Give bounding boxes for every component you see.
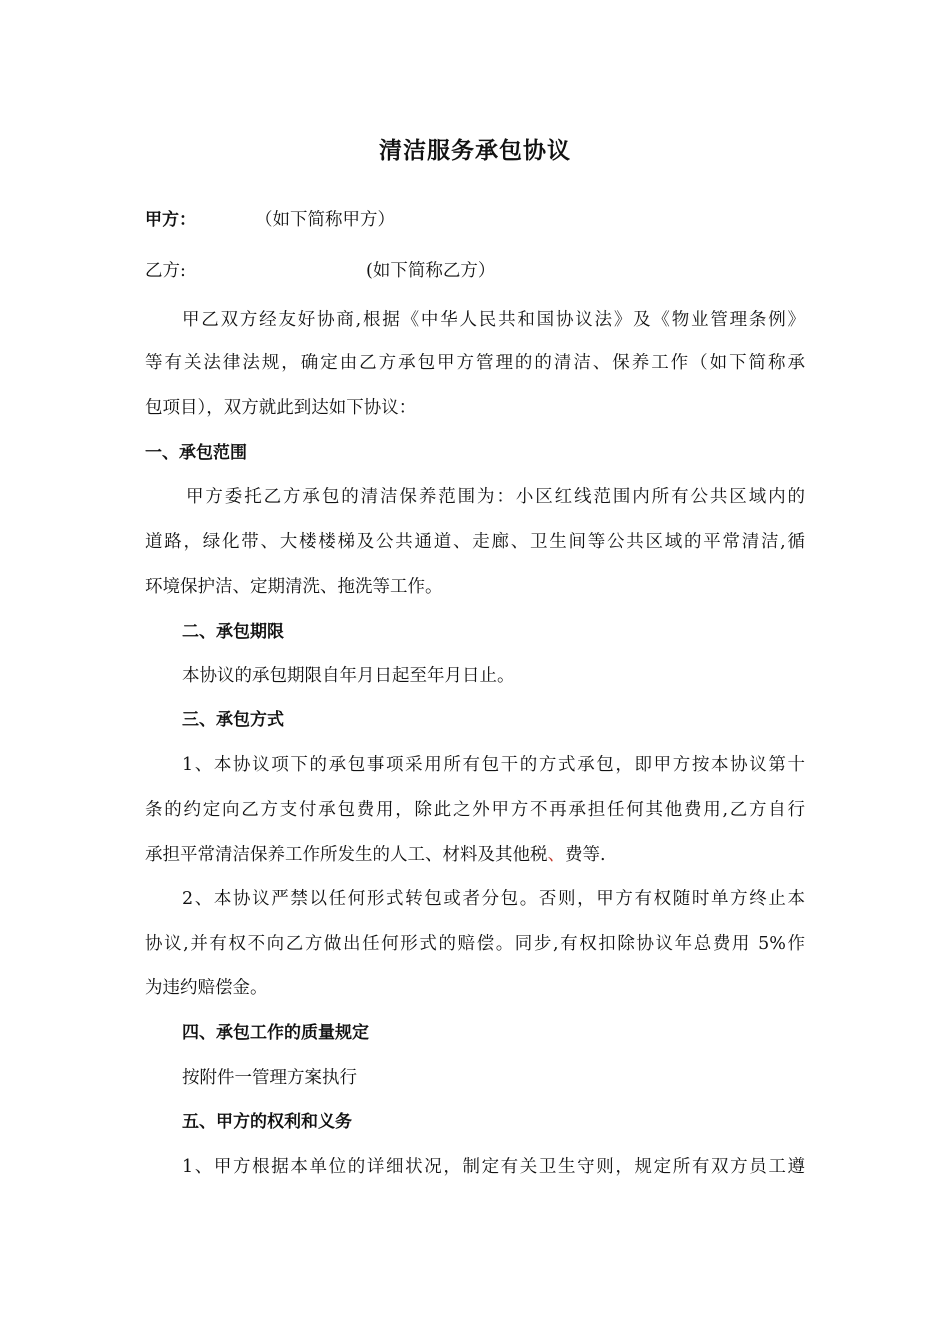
party-b-note: (如下简称乙方） [366, 261, 496, 281]
intro-line-2: 等有关法律法规，确定由乙方承包甲方管理的的清洁、保养工作（如下简称承 [145, 353, 805, 373]
section-2-line-1: 本协议的承包期限自年月日起至年月日止。 [182, 666, 515, 686]
section-3-p1-line-2: 条的约定向乙方支付承包费用，除此之外甲方不再承担任何其他费用,乙方自行 [145, 800, 805, 820]
section-3-p1-line-3-red: 、 [547, 845, 565, 865]
section-1-line-3: 环境保护洁、定期清洗、拖洗等工作。 [145, 577, 443, 597]
section-4-heading: 四、承包工作的质量规定 [182, 1023, 369, 1043]
section-5-heading: 五、甲方的权利和义务 [182, 1112, 352, 1132]
party-a-label: 甲方： [145, 210, 196, 230]
section-3-p1-line-3-b: 费等. [565, 845, 606, 865]
document-title: 清洁服务承包协议 [379, 138, 571, 164]
section-3-p2-line-3: 为违约赔偿金。 [145, 978, 268, 998]
section-1-line-2: 道路，绿化带、大楼楼梯及公共通道、走廊、卫生间等公共区域的平常清洁,循 [145, 532, 805, 552]
party-a-note: （如下简称甲方） [255, 210, 395, 230]
section-4-line-1: 按附件一管理方案执行 [182, 1068, 357, 1088]
section-1-heading: 一、承包范围 [145, 443, 247, 463]
section-3-heading: 三、承包方式 [182, 710, 284, 730]
section-3-p1-line-1: 1、本协议项下的承包事项采用所有包干的方式承包，即甲方按本协议第十 [182, 755, 805, 775]
section-3-p1-line-3-a: 承担平常清洁保养工作所发生的人工、材料及其他税 [145, 845, 548, 865]
section-2-heading: 二、承包期限 [182, 622, 284, 642]
intro-line-1: 甲乙双方经友好协商,根据《中华人民共和国协议法》及《物业管理条例》 [182, 310, 805, 330]
section-3-p1-line-3 [145, 843, 606, 867]
party-b-label: 乙方: [145, 261, 186, 281]
intro-line-3: 包项目），双方就此到达如下协议： [145, 398, 417, 418]
section-1-line-1: 甲方委托乙方承包的清洁保养范围为：小区红线范围内所有公共区域内的 [186, 487, 805, 507]
section-5-line-1: 1、甲方根据本单位的详细状况，制定有关卫生守则，规定所有双方员工遵 [182, 1157, 805, 1177]
section-3-p2-line-2: 协议,并有权不向乙方做出任何形式的赔偿。同步,有权扣除协议年总费用 5%作 [145, 934, 805, 954]
section-3-p2-line-1: 2、本协议严禁以任何形式转包或者分包。否则，甲方有权随时单方终止本 [182, 889, 805, 909]
